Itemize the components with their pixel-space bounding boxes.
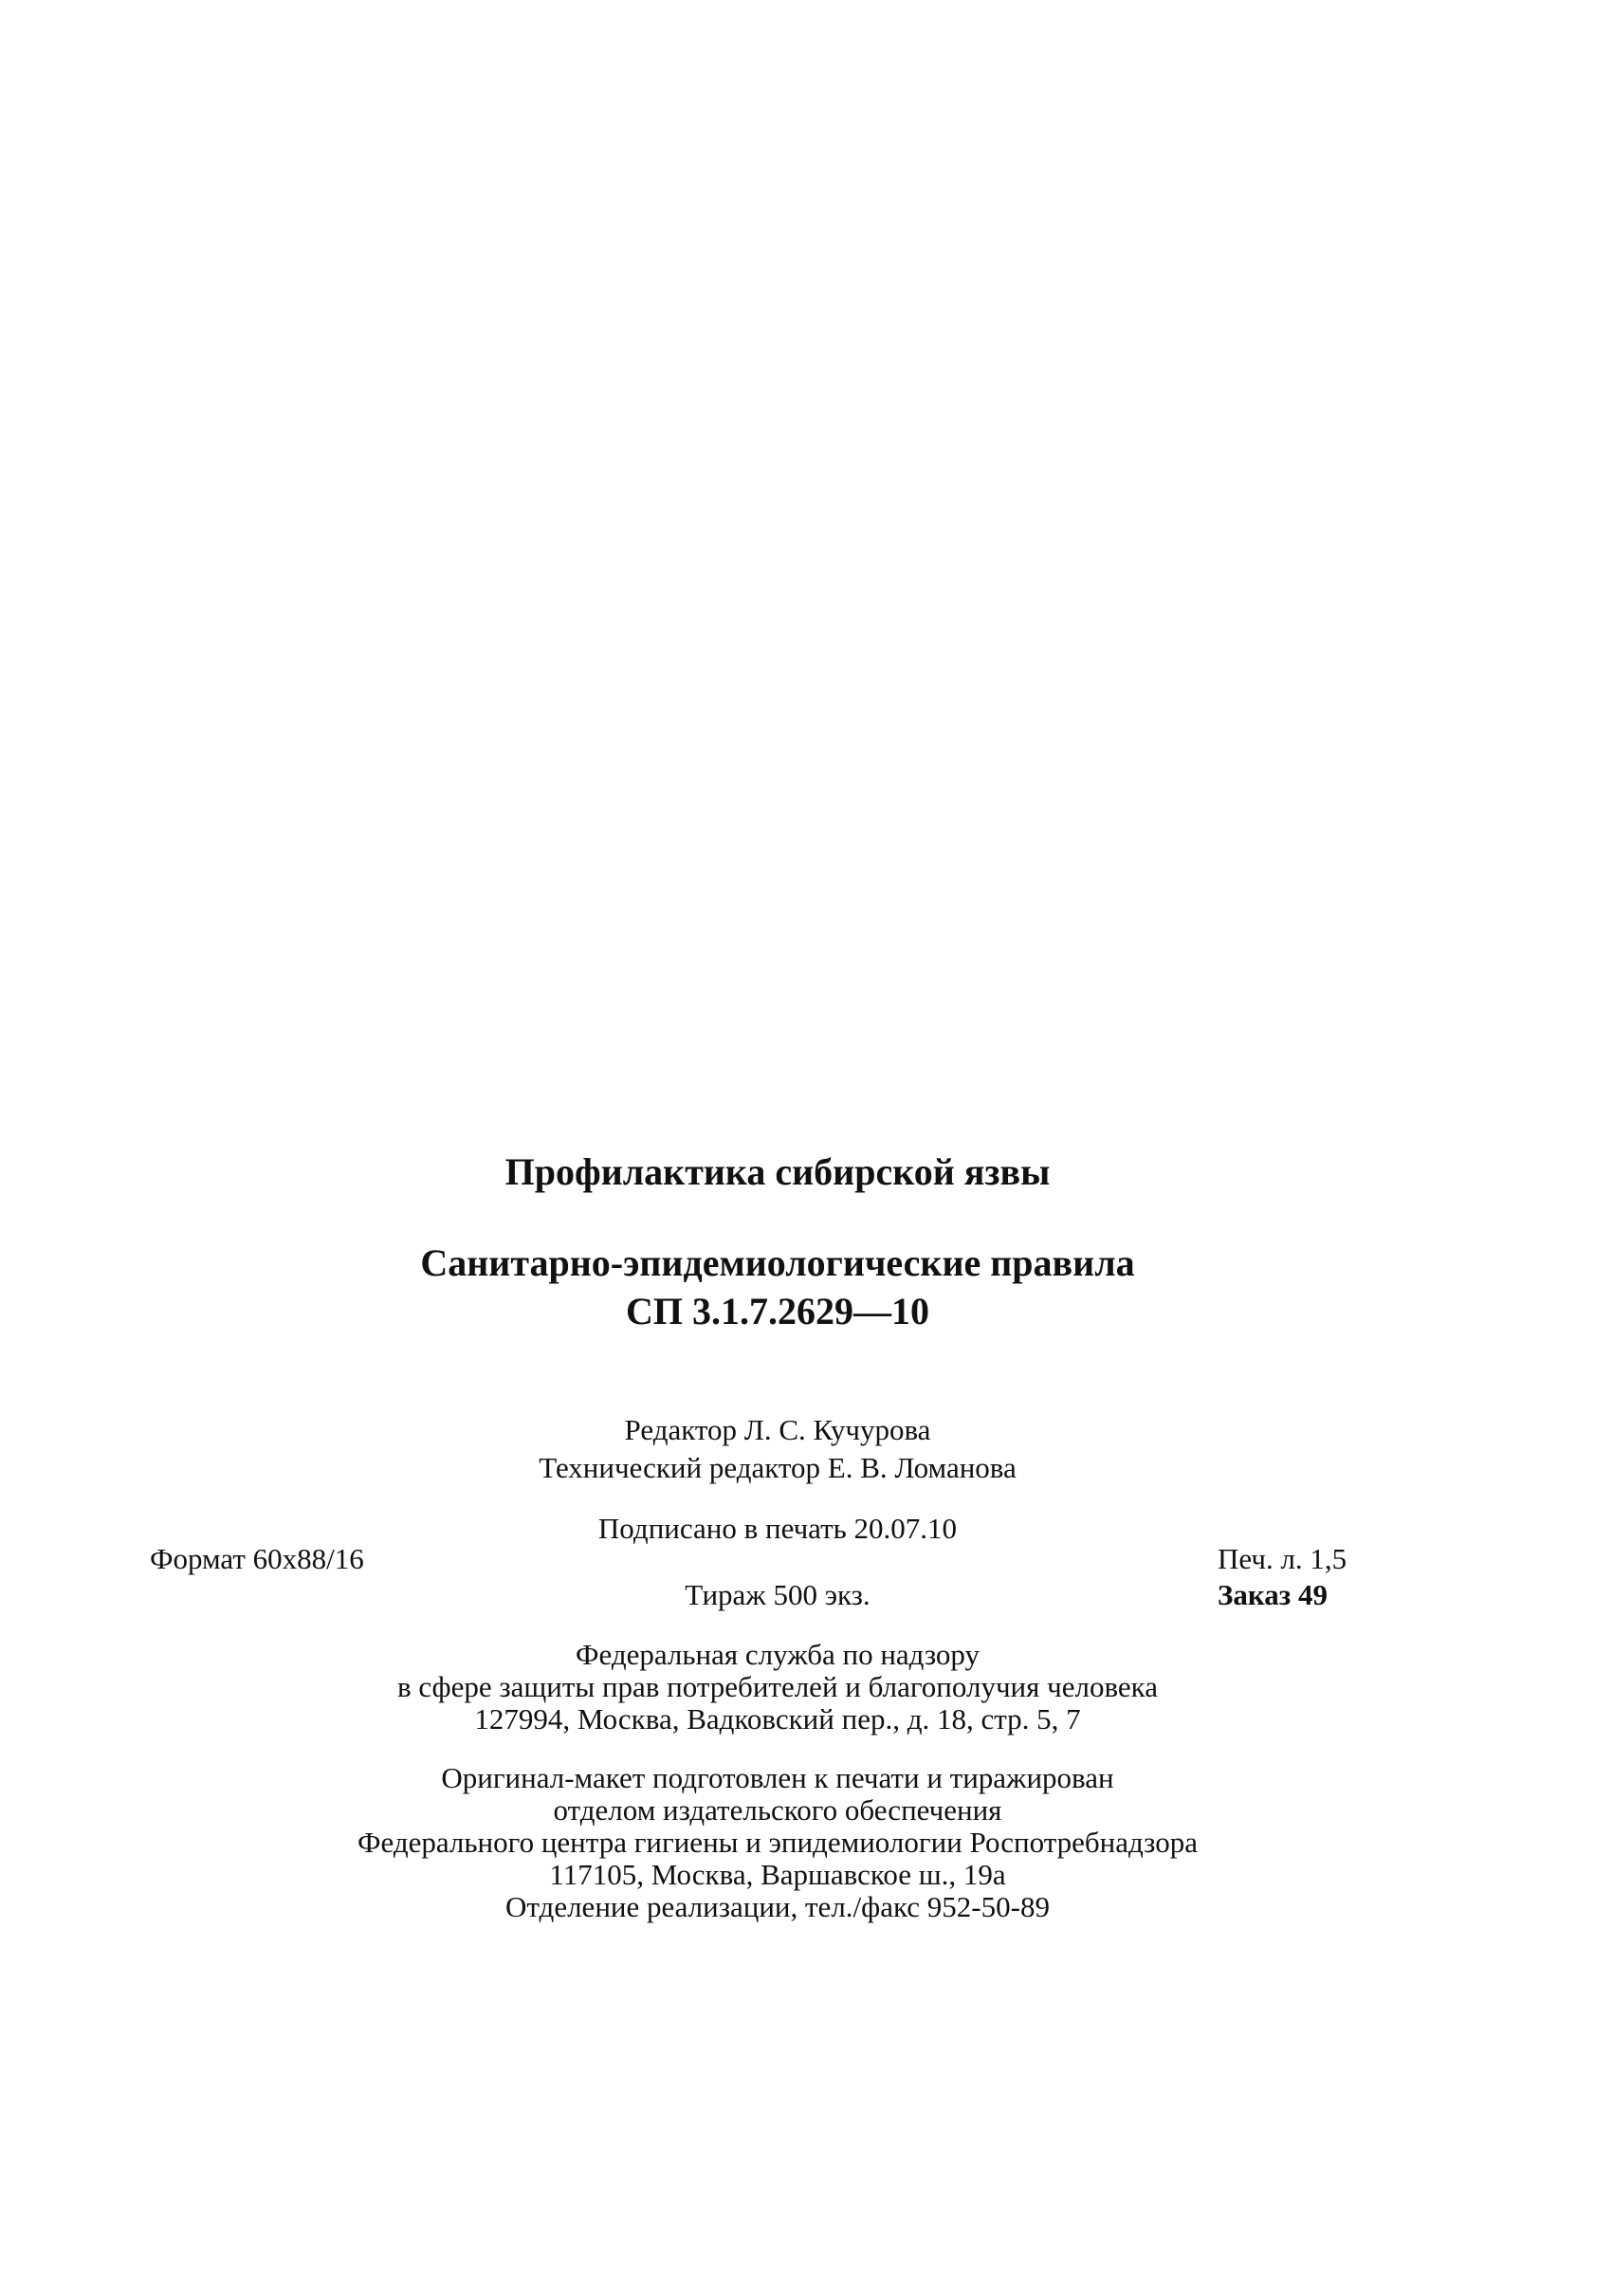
- format-line: Формат 60x88/16: [150, 1542, 364, 1575]
- publisher-line-1: Федеральная служба по надзору: [576, 1638, 980, 1671]
- editor-line: Редактор Л. С. Кучурова: [624, 1413, 931, 1446]
- layout-line-1: Оригинал-макет подготовлен к печати и тиражирован: [441, 1761, 1114, 1794]
- layout-line-3: Федерального центра гигиены и эпидемиологии Роспотребнадзора: [357, 1826, 1198, 1859]
- publisher-address: 127994, Москва, Вадковский пер., д. 18, стр. 5, 7: [474, 1702, 1081, 1736]
- document-subtitle: Санитарно-эпидемиологические правила: [420, 1241, 1135, 1284]
- publisher-line-2: в сфере защиты прав потребителей и благополучия человека: [396, 1670, 1159, 1703]
- signed-line: Подписано в печать 20.07.10: [597, 1512, 958, 1545]
- sales-contact: Отделение реализации, тел./факс 952-50-89: [505, 1890, 1050, 1923]
- print-sheets-line: Печ. л. 1,5: [1218, 1542, 1347, 1575]
- circulation-line: Тираж 500 экз.: [685, 1578, 871, 1611]
- document-code: СП 3.1.7.2629—10: [626, 1290, 929, 1332]
- layout-line-2: отделом издательского обеспечения: [553, 1793, 1002, 1827]
- document-title: Профилактика сибирской язвы: [504, 1150, 1051, 1193]
- order-line: Заказ 49: [1218, 1578, 1328, 1611]
- layout-address: 117105, Москва, Варшавское ш., 19а: [549, 1858, 1006, 1891]
- tech-editor-line: Технический редактор Е. В. Ломанова: [539, 1451, 1017, 1484]
